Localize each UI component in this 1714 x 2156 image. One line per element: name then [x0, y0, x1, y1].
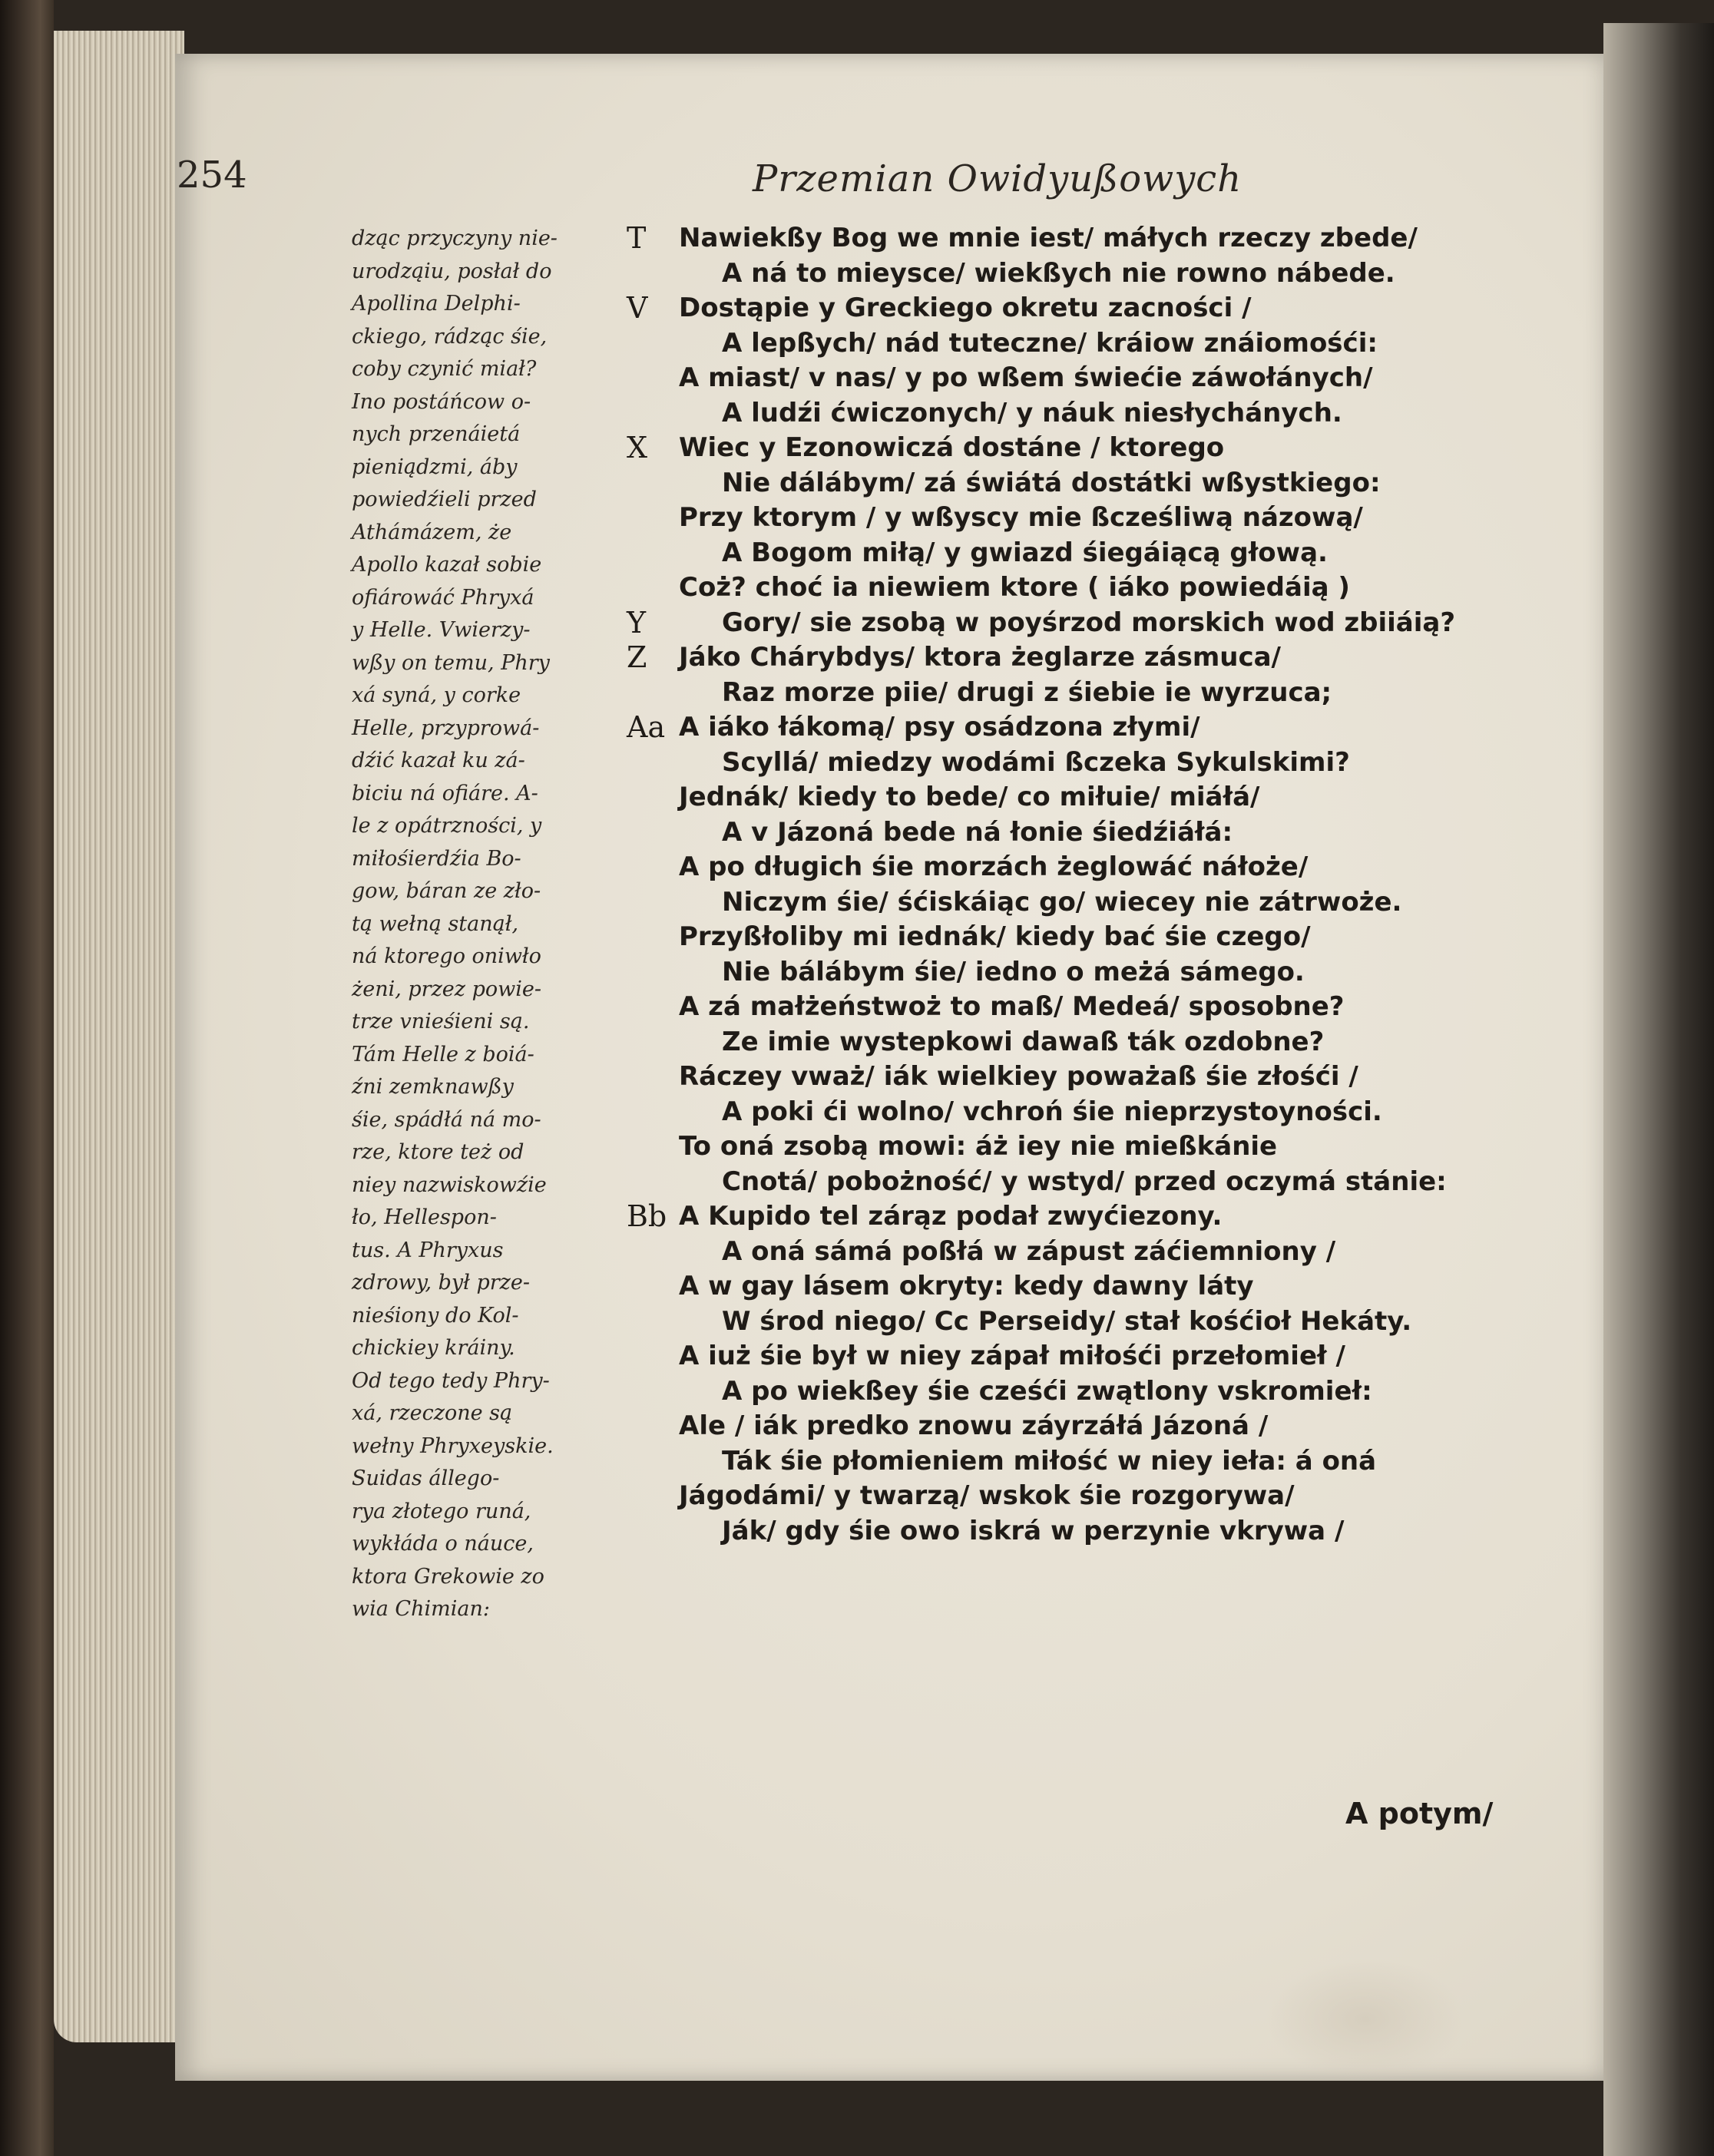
marginal-note-line: nieśiony do Kol-	[352, 1303, 519, 1328]
verse-line	[614, 536, 1536, 571]
verse-marker-letter: X	[627, 431, 648, 465]
verse-line-text: A v Jázoná bede ná łonie śiedźiáłá:	[722, 816, 1233, 848]
verse-line-text: Ze imie wystepkowi dawaß ták ozdobne?	[722, 1026, 1325, 1057]
verse-line-text: A po długich śie morzách żeglowáć náłoże/	[679, 851, 1309, 882]
verse-line	[614, 466, 1536, 501]
marginal-note-line: urodząiu, posłał do	[352, 259, 552, 283]
marginal-note-line: tus. A Phryxus	[352, 1238, 504, 1262]
verse-text	[614, 221, 1536, 1549]
page-number: 254	[177, 154, 247, 197]
verse-line	[614, 291, 1536, 326]
catchword: A potym/	[1345, 1797, 1494, 1830]
verse-marker-letter: Y	[627, 605, 647, 640]
verse-line-text: Gory/ sie zsobą w poyśrzod morskich wod zbiiáią?	[722, 607, 1456, 638]
verse-line-text: Dostąpie y Greckiego okretu zacności /	[679, 293, 1252, 323]
verse-line	[614, 1095, 1536, 1130]
marginal-note-line: wykłáda o náuce,	[352, 1532, 534, 1556]
marginal-note-line: dząc przyczyny nie-	[352, 227, 558, 250]
verse-line	[614, 1129, 1536, 1165]
verse-line	[614, 1165, 1536, 1200]
verse-line-text: To oná zsobą mowi: áż iey nie mießkánie	[679, 1131, 1278, 1162]
verse-line-text: A iuż śie był w niey zápał miłośći przełomieł /	[679, 1341, 1345, 1371]
marginal-note-line: wełny Phryxeyskie.	[352, 1433, 554, 1458]
marginal-note-line: xá syná, y corke	[352, 683, 521, 707]
marginal-note-line: y Helle. Vwierzy-	[352, 618, 531, 642]
verse-line-text: Nie dálábym/ zá świátá dostátki wßystkiego:	[722, 467, 1381, 498]
verse-line-text: A Kupido tel zárąz podał zwyćiezony.	[679, 1201, 1223, 1232]
verse-line-text: A ludźi ćwiczonych/ y náuk niesłychánych.	[722, 397, 1342, 428]
verse-line-text: A lepßych/ nád tuteczne/ kráiow znáiomośći:	[722, 327, 1378, 359]
marginal-note-line: Helle, przyprowá-	[352, 716, 540, 740]
verse-line-text: A miast/ v nas/ y po wßem świećie záwołánych/	[679, 362, 1373, 393]
verse-line-text: Coż? choć ia niewiem ktore ( iáko powiedáią )	[679, 572, 1350, 603]
marginal-note-line: xá, rzeczone są	[352, 1401, 513, 1425]
verse-line-text: Przyßłoliby mi iednák/ kiedy bać śie czego/	[679, 921, 1311, 952]
verse-line	[614, 570, 1536, 606]
verse-line	[614, 396, 1536, 432]
verse-line-text: A oná sámá poßłá w zápust záćiemniony /	[722, 1235, 1336, 1267]
marginal-note-line: dźić kazał ku zá-	[352, 749, 525, 772]
verse-line	[614, 1374, 1536, 1410]
book-binding	[0, 0, 54, 2156]
verse-line-text: A Bogom miłą/ y gwiazd śiegáiącą głową.	[722, 537, 1328, 568]
marginal-note-line: wßy on temu, Phry	[352, 650, 550, 675]
verse-line	[614, 431, 1536, 466]
marginal-note-line: śie, spádłá ná mo-	[352, 1107, 541, 1132]
verse-line	[614, 256, 1536, 292]
marginal-note-line: chickiey kráiny.	[352, 1336, 515, 1360]
marginal-note-line: ofiárowáć Phryxá	[352, 585, 534, 610]
marginal-note-line: ktora Grekowie zo	[352, 1564, 544, 1589]
right-page-edge	[1603, 23, 1714, 2156]
verse-line-text: Ták śie płomieniem miłość w niey ieła: á oná	[722, 1445, 1377, 1476]
marginal-note-line: Suidas állego-	[352, 1467, 500, 1490]
marginal-note-line: rya złotego runá,	[352, 1499, 531, 1523]
marginal-note-line: miłośierdźia Bo-	[352, 846, 521, 871]
verse-line	[614, 990, 1536, 1025]
verse-line-text: Cnotá/ pobożność/ y wstyd/ przed oczymá stánie:	[722, 1166, 1447, 1197]
marginal-note-line: Od tego tedy Phry-	[352, 1368, 550, 1393]
marginal-note-line: le z opátrzności, y	[352, 814, 542, 838]
verse-line-text: Wiec y Ezonowiczá dostáne / ktorego	[679, 432, 1225, 463]
verse-line	[614, 1514, 1536, 1549]
running-head: Przemian Owidyußowych	[753, 157, 1242, 200]
verse-line-text: A poki ći wolno/ vchroń śie nieprzystoyności.	[722, 1096, 1382, 1127]
verse-line	[614, 606, 1536, 641]
verse-line-text: A po wiekßey śie cześći zwątlony vskromieł:	[722, 1375, 1372, 1407]
paper-stain	[1266, 1958, 1465, 2081]
marginal-note-line: pieniądzmi, áby	[352, 455, 518, 479]
verse-line	[614, 850, 1536, 885]
verse-line-text: A zá małżeństwoż to maß/ Medeá/ sposobne?	[679, 991, 1345, 1022]
verse-line	[614, 885, 1536, 921]
verse-line-text: W środ niego/ Cc Perseidy/ stał kośćioł Hekáty.	[722, 1305, 1412, 1337]
verse-line	[614, 710, 1536, 746]
verse-line-text: Raz morze piie/ drugi z śiebie ie wyrzuca;	[722, 676, 1332, 708]
verse-line-text: Scyllá/ miedzy wodámi ßczeka Sykulskimi?	[722, 746, 1350, 778]
verse-line-text: Przy ktorym / y wßyscy mie ßcześliwą názową/	[679, 502, 1363, 533]
verse-line-text: Ráczey vważ/ iák wielkiey poważaß śie złośći /	[679, 1061, 1358, 1092]
verse-line	[614, 780, 1536, 815]
verse-line	[614, 1199, 1536, 1235]
marginal-note-line: coby czynić miał?	[352, 357, 537, 381]
verse-line-text: A ná to mieysce/ wiekßych nie rowno nábede.	[722, 257, 1395, 289]
verse-line	[614, 1479, 1536, 1514]
verse-marker-letter: V	[627, 291, 648, 325]
verse-line	[614, 1339, 1536, 1374]
verse-line	[614, 501, 1536, 536]
marginal-note-line: źni zemknawßy	[352, 1075, 514, 1099]
verse-line-text: Niczym śie/ śćiskáiąc go/ wiecey nie zátrwoże.	[722, 886, 1402, 918]
verse-line-text: A w gay lásem okryty: kedy dawny láty	[679, 1271, 1254, 1301]
marginal-note-line: Ino postáńcow o-	[352, 389, 531, 414]
verse-line-text: Ják/ gdy śie owo iskrá w perzynie vkrywa /	[722, 1515, 1345, 1546]
verse-line	[614, 1305, 1536, 1340]
verse-line	[614, 361, 1536, 396]
verse-line-text: Jáko Chárybdys/ ktora żeglarze zásmuca/	[679, 642, 1281, 673]
marginal-note-line: Apollina Delphi-	[352, 292, 521, 316]
verse-line	[614, 326, 1536, 362]
marginal-note-line: żeni, przez powie-	[352, 977, 541, 1001]
marginal-note-line: Tám Helle z boiá-	[352, 1042, 534, 1066]
verse-line-text: Jágodámi/ y twarzą/ wskok śie rozgorywa/	[679, 1480, 1295, 1511]
verse-line	[614, 1060, 1536, 1095]
verse-line	[614, 676, 1536, 711]
verse-line-text: Nie bálábym śie/ iedno o meżá sámego.	[722, 956, 1305, 987]
marginal-note-line: ckiego, rádząc śie,	[352, 324, 548, 349]
marginal-note-line: Athámázem, że	[352, 520, 512, 544]
verse-line	[614, 1235, 1536, 1270]
verse-line	[614, 1409, 1536, 1444]
verse-line	[614, 640, 1536, 676]
verse-line-text: Jednák/ kiedy to bede/ co miłuie/ miáłá/	[679, 782, 1260, 812]
marginal-note-line: ło, Hellespon-	[352, 1205, 497, 1229]
verse-marker-letter: Z	[627, 640, 647, 674]
marginal-note-line: biciu ná ofiáre. A-	[352, 781, 538, 805]
marginal-note	[352, 223, 605, 1626]
verse-line	[614, 1269, 1536, 1305]
verse-line-text: A iáko łákomą/ psy osádzona złymi/	[679, 712, 1200, 742]
marginal-note-line: ná ktorego oniwło	[352, 944, 541, 968]
left-page-edges	[54, 31, 184, 2042]
verse-line	[614, 920, 1536, 955]
verse-line	[614, 815, 1536, 851]
marginal-note-line: rze, ktore też od	[352, 1140, 524, 1164]
marginal-note-line: gow, báran ze zło-	[352, 879, 541, 903]
marginal-note-line: nych przenáietá	[352, 422, 521, 446]
verse-marker-letter: Aa	[627, 710, 666, 744]
verse-line	[614, 746, 1536, 781]
marginal-note-line: trze vnieśieni są.	[352, 1010, 530, 1033]
marginal-note-line: Apollo kazał sobie	[352, 553, 542, 577]
marginal-note-line: zdrowy, był prze-	[352, 1271, 531, 1295]
verse-line	[614, 955, 1536, 990]
marginal-note-line: powiedźieli przed	[352, 488, 537, 511]
marginal-note-line: niey nazwiskowźie	[352, 1172, 547, 1197]
verse-line	[614, 1444, 1536, 1480]
verse-marker-letter: T	[627, 221, 647, 255]
verse-marker-letter: Bb	[627, 1199, 667, 1233]
marginal-note-line: tą wełną stanął,	[352, 911, 519, 936]
verse-line-text: Nawiekßy Bog we mnie iest/ máłych rzeczy zbede/	[679, 223, 1418, 253]
verse-line	[614, 1025, 1536, 1060]
verse-line	[614, 221, 1536, 256]
verse-line-text: Ale / iák predko znowu záyrzáłá Jázoná /	[679, 1410, 1269, 1441]
marginal-note-line: wia Chimian:	[352, 1597, 490, 1621]
